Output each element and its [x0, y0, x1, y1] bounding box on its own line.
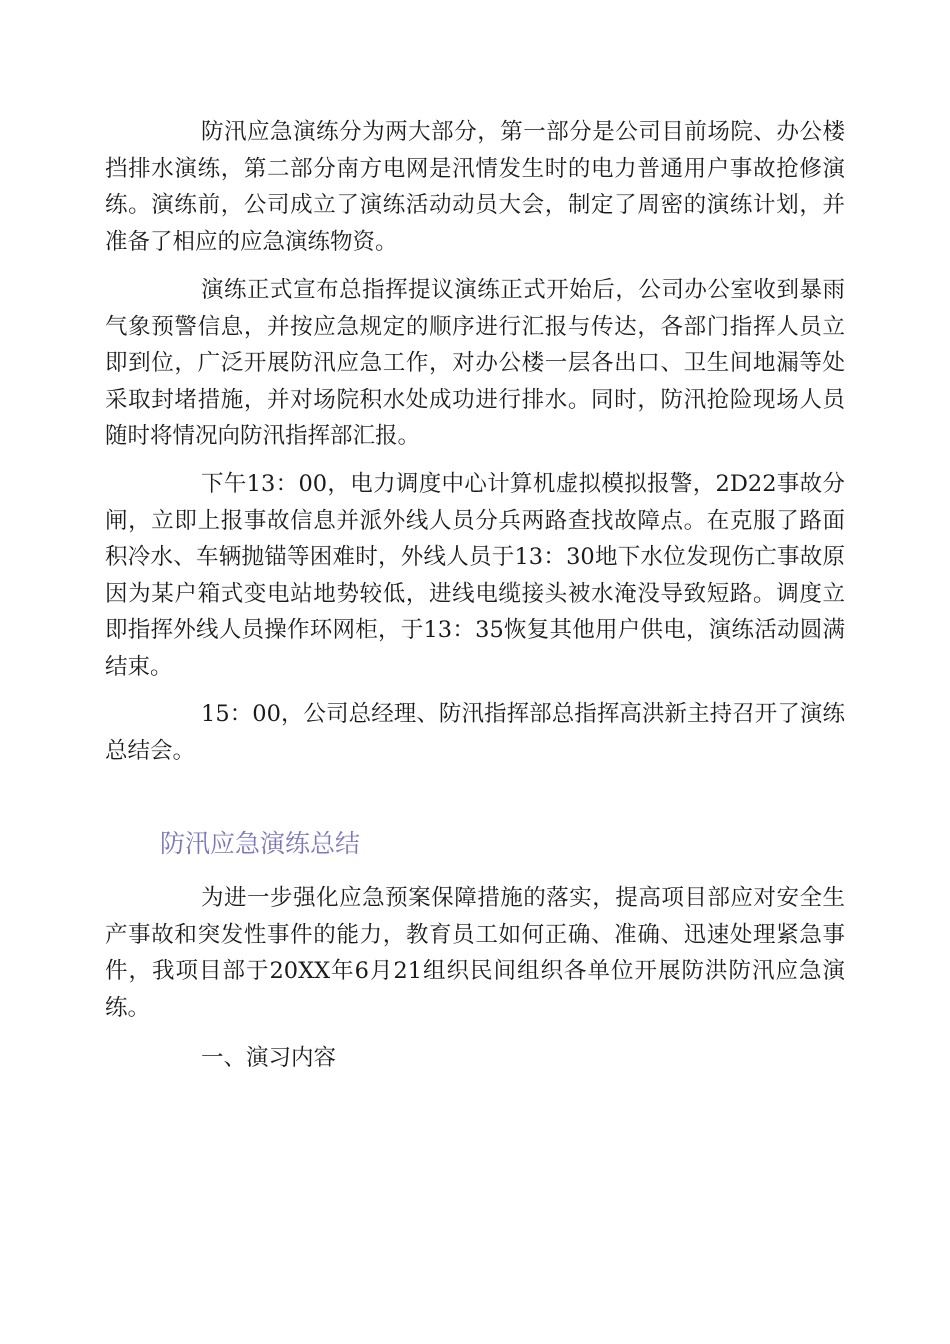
body-paragraph: 为进一步强化应急预案保障措施的落实，提高项目部应对安全生产事故和突发性事件的能力，教育员工如何正确、准确、迅速处理紧急事件，我项目部于20XX年6月21组织民间组织各单位开展防洪防汛应急演练。: [105, 885, 845, 1021]
body-paragraph: 15：00，公司总经理、防汛指挥部总指挥高洪新主持召开了演练总结会。: [105, 701, 845, 764]
subsection-title: 一、演习内容: [201, 1045, 337, 1071]
body-paragraph: 演练正式宣布总指挥提议演练正式开始后，公司办公室收到暴雨气象预警信息，并按应急规定的顺序进行汇报与传达，各部门指挥人员立即到位，广泛开展防汛应急工作，对办公楼一层各出口、卫生间地漏等处采取封堵措施，并对场院积水处成功进行排水。同时，防汛抢险现场人员随时将情况向防汛指挥部汇报。: [105, 277, 845, 449]
body-paragraph: 下午13：00，电力调度中心计算机虚拟模拟报警，2D22事故分闸，立即上报事故信息并派外线人员分兵两路查找故障点。在克服了路面积冷水、车辆抛锚等困难时，外线人员于13：30地下水位发现伤亡事故原因为某户箱式变电站地势较低，进线电缆接头被水淹没导致短路。调度立即指挥外线人员操作环网柜，于13：35恢复其他用户供电，演练活动圆满结束。: [105, 471, 845, 680]
body-paragraph: 防汛应急演练分为两大部分，第一部分是公司目前场院、办公楼挡排水演练，第二部分南方电网是汛情发生时的电力普通用户事故抢修演练。演练前，公司成立了演练活动动员大会，制定了周密的演练计划，并准备了相应的应急演练物资。: [105, 119, 845, 255]
section-heading: 防汛应急演练总结: [160, 829, 361, 858]
